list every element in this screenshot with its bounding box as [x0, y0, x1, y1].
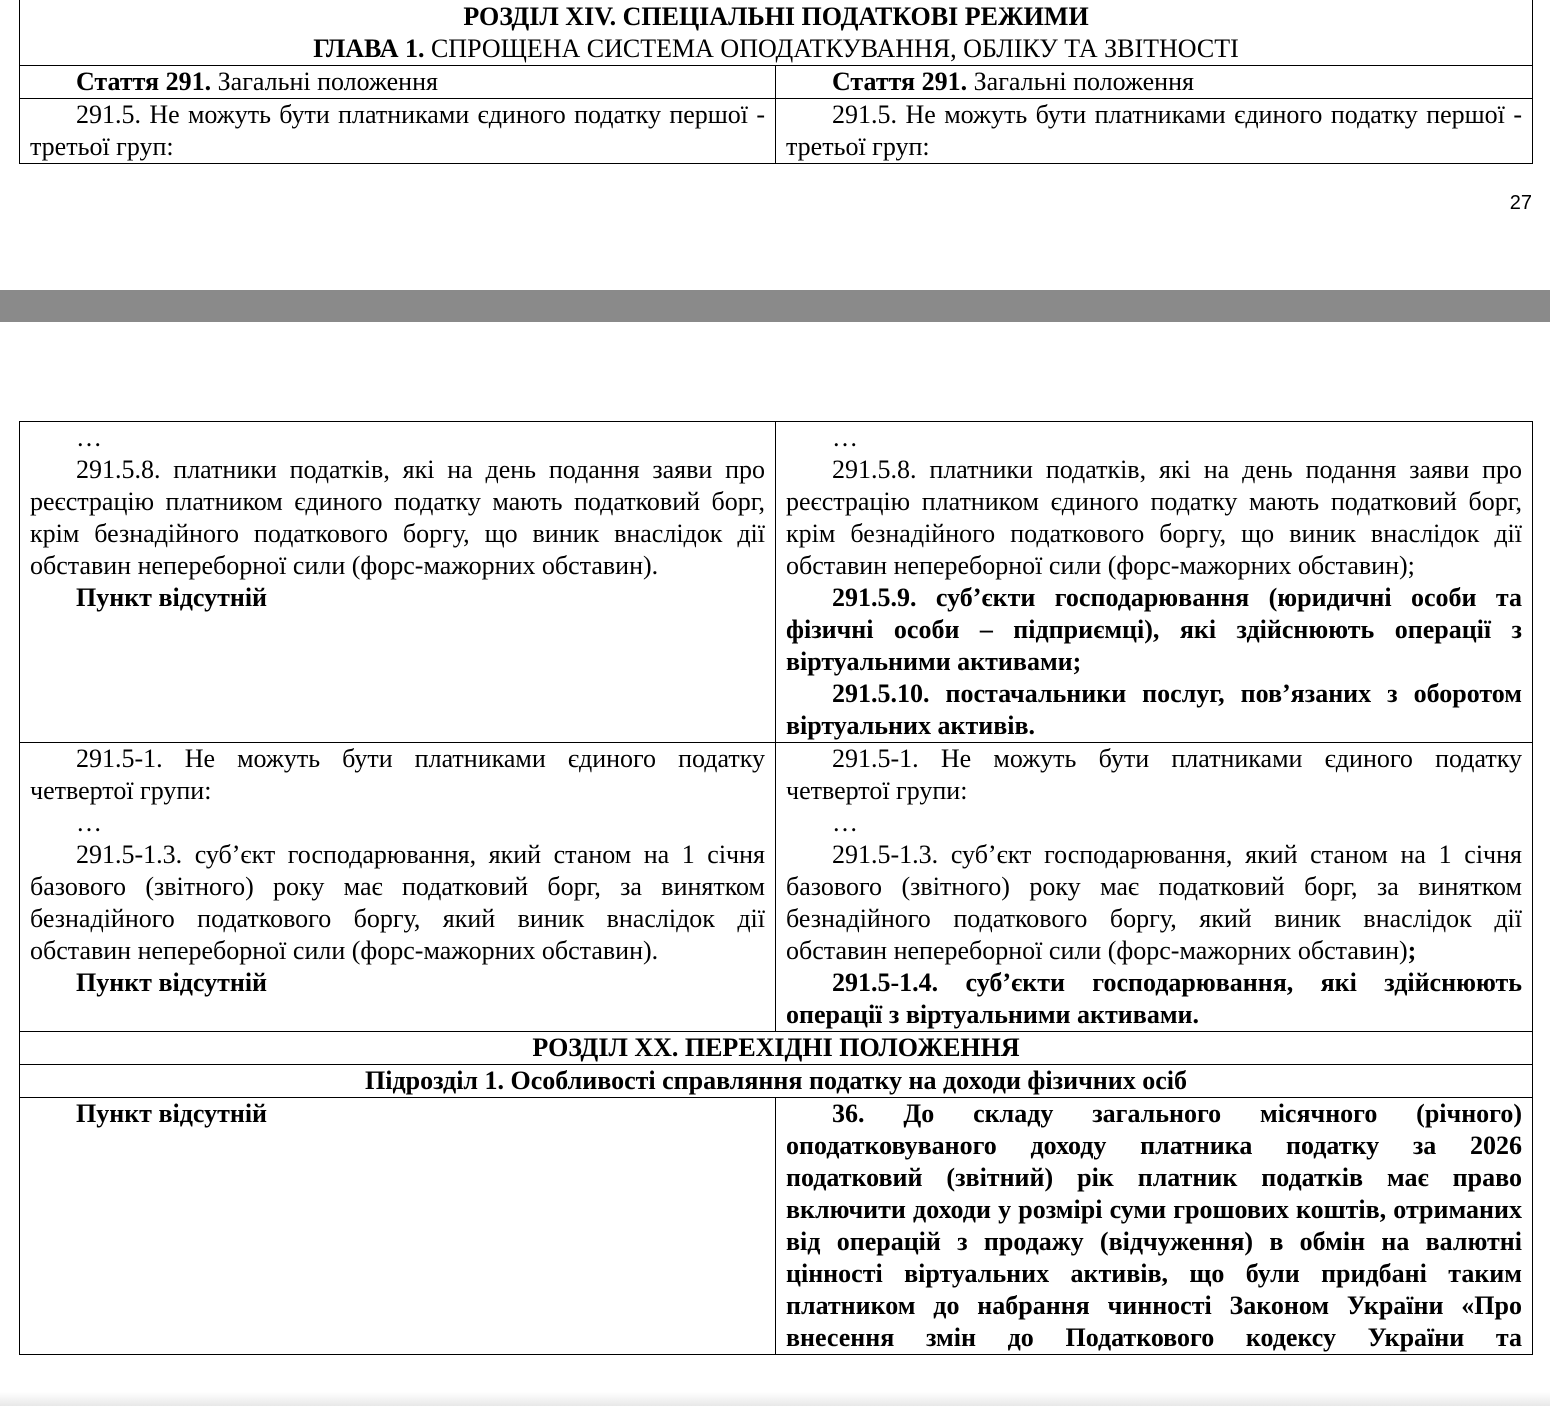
absent-item-label: Пункт відсутній: [76, 583, 268, 612]
left-cell: [20, 422, 776, 743]
article-text: Загальні положення: [211, 67, 438, 96]
section-20-heading: РОЗДІЛ XX. ПЕРЕХІДНІ ПОЛОЖЕННЯ: [20, 1032, 1533, 1065]
paragraph-291-5: 291.5. Не можуть бути платниками єдиного податку першої - третьої груп:: [786, 100, 1522, 161]
article-heading-right: [776, 66, 1533, 99]
paragraph-end-mark: ;: [1407, 936, 1417, 965]
paragraph-36: 36. До складу загального місячного (річного) оподатковуваного доходу платника податку за 2026 податковий (звітний) рік платник податків має право включити доходи у розмірі суми грошових коштів, отриманих від операцій з продажу (відчуження) в обмін на валютні цінності віртуальних активів, що були придбані таким платником до набрання чинності Законом України «Про внесення змін до Податкового кодексу України та: [786, 1099, 1522, 1352]
article-label: Стаття 291.: [832, 67, 968, 96]
right-cell: [776, 1098, 1533, 1355]
subsection-1-heading: Підрозділ 1. Особливості справляння податку на доходи фізичних осіб: [20, 1065, 1533, 1098]
comparison-table: [19, 421, 1533, 1355]
left-cell: [20, 743, 776, 1032]
left-cell: [20, 99, 776, 164]
paragraph-291-5-10: 291.5.10. постачальники послуг, пов’язаних з оборотом віртуальних активів.: [786, 679, 1522, 740]
table-row: [20, 66, 1533, 99]
paragraph-text: 291.5-1.3. суб’єкт господарювання, який станом на 1 січня базового (звітного) року має податковий борг, за винятком безнадійного податкового боргу, який виник внаслідок дії обставин непереборної сили (форс-мажорних обставин): [786, 840, 1522, 965]
section-title: РОЗДІЛ XIV. СПЕЦІАЛЬНІ ПОДАТКОВІ РЕЖИМИ: [463, 2, 1089, 31]
page-separator: [0, 290, 1550, 323]
document-page-28: [0, 322, 1550, 1406]
paragraph-291-5-1-4: 291.5-1.4. суб’єкти господарювання, які здійснюють операції з віртуальними активами.: [786, 968, 1522, 1029]
chapter-title: [30, 33, 1522, 65]
paragraph-291-5: 291.5. Не можуть бути платниками єдиного податку першої - третьої груп:: [30, 100, 765, 161]
section-heading-cell: [20, 0, 1533, 66]
comparison-table-top: [19, 0, 1533, 164]
ellipsis: …: [76, 423, 102, 452]
paragraph-291-5-1: 291.5-1. Не можуть бути платниками єдиного податку четвертої групи:: [786, 744, 1522, 805]
ellipsis: …: [76, 808, 102, 837]
paragraph-291-5-1: 291.5-1. Не можуть бути платниками єдиного податку четвертої групи:: [30, 744, 765, 805]
table-row: [20, 0, 1533, 66]
table-row: [20, 1032, 1533, 1065]
absent-item-label: Пункт відсутній: [76, 968, 268, 997]
article-heading-left: [20, 66, 776, 99]
right-cell: [776, 743, 1533, 1032]
table-row: [20, 1065, 1533, 1098]
absent-item-label: Пункт відсутній: [76, 1099, 268, 1128]
paragraph-291-5-1-3: 291.5-1.3. суб’єкт господарювання, який станом на 1 січня базового (звітного) року має податковий борг, за винятком безнадійного податкового боргу, який виник внаслідок дії обставин непереборної сили (форс-мажорних обставин).: [30, 840, 765, 965]
right-cell: [776, 99, 1533, 164]
ellipsis: …: [832, 423, 858, 452]
left-cell: [20, 1098, 776, 1355]
paragraph-291-5-8: 291.5.8. платники податків, які на день подання заяви про реєстрацію платником єдиного податку мають податковий борг, крім безнадійного податкового боргу, що виник внаслідок дії обставин непереборної сили (форс-мажорних обставин).: [30, 455, 765, 580]
article-label: Стаття 291.: [76, 67, 212, 96]
page-number: 27: [1509, 192, 1532, 214]
paragraph-291-5-8: 291.5.8. платники податків, які на день подання заяви про реєстрацію платником єдиного податку мають податковий борг, крім безнадійного податкового боргу, що виник внаслідок дії обставин непереборної сили (форс-мажорних обставин);: [786, 455, 1522, 580]
paragraph-291-5-1-3: [786, 839, 1522, 967]
chapter-text: СПРОЩЕНА СИСТЕМА ОПОДАТКУВАННЯ, ОБЛІКУ ТА ЗВІТНОСТІ: [424, 34, 1239, 63]
page-bottom-edge: [0, 1392, 1550, 1406]
paragraph-291-5-9: 291.5.9. суб’єкти господарювання (юридичні особи та фізичні особи – підприємці), які здійснюють операції з віртуальними активами;: [786, 583, 1522, 676]
right-cell: [776, 422, 1533, 743]
ellipsis: …: [832, 808, 858, 837]
article-text: Загальні положення: [967, 67, 1194, 96]
table-row: [20, 743, 1533, 1032]
chapter-label: ГЛАВА 1.: [313, 34, 425, 63]
table-row: [20, 1098, 1533, 1355]
table-row: [20, 99, 1533, 164]
table-row: [20, 422, 1533, 743]
document-page-27: [0, 0, 1550, 290]
